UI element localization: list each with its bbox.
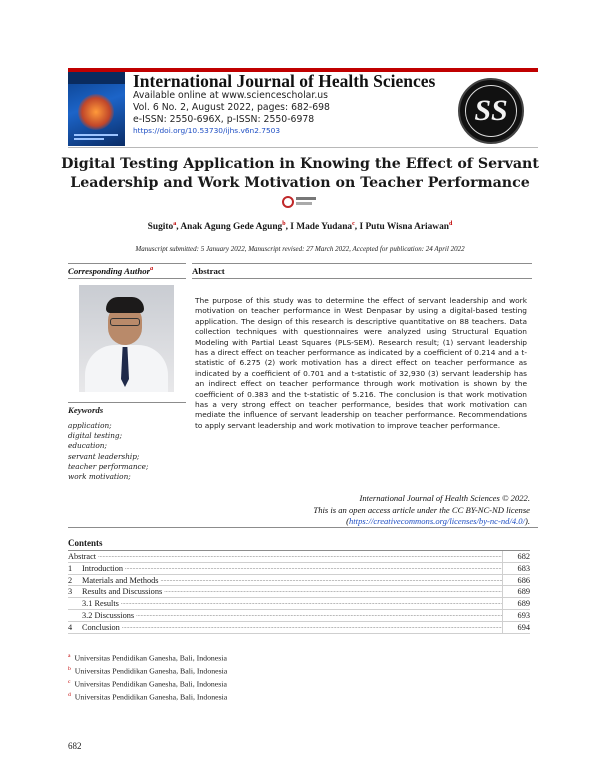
keyword-item: digital testing; — [68, 431, 123, 441]
toc-page: 689 — [502, 586, 530, 597]
table-of-contents — [68, 551, 530, 634]
affiliation-text: Universitas Pendidikan Ganesha, Bali, Indonesia — [74, 666, 228, 676]
author-separator: , — [354, 222, 360, 233]
toc-page: 682 — [502, 551, 530, 562]
abstract-text: The purpose of this study was to determine the effect of servant leadership and work motivation on teacher performance in West Denpasar by using a digital-based testing application. The design of this research is descriptive quantitative on 88 teachers. Data collection techniques with questionnaires were analyzed using Structural Equation Modeling with Partial Least Squares (PLS-SEM). Research result; (1) servant leadership has a direct effect on teacher performance as indicated by a coefficient of 0.214 and a t-statistic of 6.275 (2) work motivation has a direct effect on teacher performance as indicated by a coefficient of 0.701 and a t-statistic of 32,930 (3) servant leadership has an indirect effect on teacher performance through work motivation is shown by the coefficient of 0.383 and the t-statistic of 5.216. The conclusion is that work motivation has a very strong effect on teacher performance, besides that work motivation can mediate the influence of servant leadership on teacher performance. Recommendations to apply servant leadership and work motivation to improve teacher performance. — [195, 296, 527, 430]
affiliation-item — [68, 677, 227, 690]
toc-row-discussions[interactable] — [68, 610, 530, 622]
author-separator: , — [285, 222, 291, 233]
page-number: 682 — [68, 741, 82, 751]
publisher-logo — [458, 78, 524, 144]
affiliation-mark: b — [68, 666, 71, 673]
license-link[interactable]: https://creativecommons.org/licenses/by-nc-nd/4.0/ — [349, 516, 525, 526]
keywords-heading: Keywords — [68, 402, 186, 415]
toc-row-results-discussions[interactable] — [68, 586, 530, 598]
toc-page: 686 — [502, 575, 530, 586]
toc-page: 683 — [502, 563, 530, 574]
affiliation-item — [68, 690, 227, 703]
toc-row-introduction[interactable] — [68, 563, 530, 575]
author-mark: a — [173, 221, 177, 227]
toc-page: 693 — [502, 610, 530, 621]
toc-leader — [96, 551, 502, 562]
affiliation-mark: c — [68, 679, 71, 686]
affiliation-text: Universitas Pendidikan Ganesha, Bali, Indonesia — [74, 692, 228, 702]
toc-leader — [162, 586, 502, 597]
toc-label: Conclusion — [82, 622, 120, 632]
toc-label: Results and Discussions — [82, 587, 163, 597]
logo-letters: SS — [474, 94, 508, 127]
author-mark: b — [282, 221, 286, 227]
toc-leader — [134, 610, 502, 621]
check-for-updates-icon[interactable] — [282, 195, 316, 209]
affiliations — [68, 651, 227, 703]
article-title-line-1: Digital Testing Application in Knowing the Effect of Servant — [61, 156, 539, 172]
corresponding-author-mark: a — [150, 266, 154, 273]
author-name: I Made Yudana — [290, 222, 353, 233]
affiliation-text: Universitas Pendidikan Ganesha, Bali, Indonesia — [74, 679, 227, 689]
journal-issn: e-ISSN: 2550-696X, p-ISSN: 2550-6978 — [133, 114, 315, 125]
doi-link[interactable]: https://doi.org/10.53730/ijhs.v6n2.7503 — [133, 126, 281, 135]
toc-number: 3 — [68, 587, 73, 597]
toc-row-methods[interactable] — [68, 575, 530, 587]
license-paren: ). — [524, 516, 530, 526]
author-mark: c — [352, 221, 355, 227]
author-list — [60, 221, 540, 232]
toc-leader — [123, 563, 502, 574]
contents-heading: Contents — [68, 538, 103, 548]
affiliation-item — [68, 651, 227, 664]
author-photo — [79, 285, 174, 392]
toc-label: Abstract — [68, 552, 97, 561]
toc-label: 3.1 Results — [82, 599, 119, 609]
toc-number: 4 — [68, 622, 73, 632]
toc-number: 2 — [68, 575, 73, 585]
journal-availability: Available online at www.sciencescholar.us — [133, 90, 329, 101]
author-separator: , — [176, 222, 181, 233]
header-divider — [68, 147, 538, 148]
corresponding-author-heading — [68, 263, 186, 279]
toc-indent — [68, 610, 82, 621]
toc-label: 3.2 Discussions — [82, 610, 135, 620]
toc-row-abstract[interactable] — [68, 551, 530, 563]
journal-cover-thumbnail — [68, 72, 125, 146]
license-line: This is an open access article under the CC BY-NC-ND license — [313, 504, 530, 515]
author-mark: d — [448, 221, 453, 227]
affiliation-mark: a — [68, 653, 71, 659]
toc-leader — [159, 575, 503, 586]
toc-page: 694 — [502, 622, 530, 633]
article-title-line-2: Leadership and Work Motivation on Teacher Performance — [70, 175, 530, 191]
affiliation-item — [68, 664, 227, 677]
keyword-item: work motivation; — [68, 472, 131, 482]
toc-page: 689 — [502, 598, 530, 609]
toc-indent — [68, 598, 82, 609]
toc-label: Materials and Methods — [82, 575, 159, 585]
keyword-item: education; — [68, 441, 107, 451]
keyword-item: servant leadership; — [68, 451, 140, 461]
abstract-heading: Abstract — [192, 263, 532, 279]
license-paren: ( — [346, 516, 349, 526]
author-name: Anak Agung Gede Agung — [180, 222, 283, 233]
toc-label: Introduction — [82, 563, 124, 573]
license-block — [240, 493, 530, 528]
journal-volume: Vol. 6 No. 2, August 2022, pages: 682-698 — [133, 102, 330, 113]
toc-row-conclusion[interactable] — [68, 622, 530, 634]
article-title — [60, 155, 540, 193]
journal-name: International Journal of Health Sciences — [133, 71, 436, 91]
toc-leader — [120, 622, 502, 633]
toc-row-results[interactable] — [68, 598, 530, 610]
keyword-item: teacher performance; — [68, 461, 149, 471]
keywords-list — [68, 421, 186, 482]
affiliation-text: Universitas Pendidikan Ganesha, Bali, Indonesia — [74, 653, 227, 663]
manuscript-dates: Manuscript submitted: 5 January 2022, Manuscript revised: 27 March 2022, Accepted for publication: 24 April 2022 — [135, 245, 465, 253]
author-name: Sugito — [147, 222, 174, 233]
corresponding-author-label: Corresponding Author — [68, 266, 151, 276]
license-divider — [68, 527, 538, 528]
author-name: I Putu Wisna Ariawan — [359, 222, 449, 233]
toc-leader — [119, 598, 502, 609]
keyword-item: application; — [68, 421, 112, 430]
toc-number: 1 — [68, 563, 73, 573]
affiliation-mark: d — [68, 692, 71, 699]
copyright-line: International Journal of Health Sciences © 2022. — [359, 493, 530, 503]
